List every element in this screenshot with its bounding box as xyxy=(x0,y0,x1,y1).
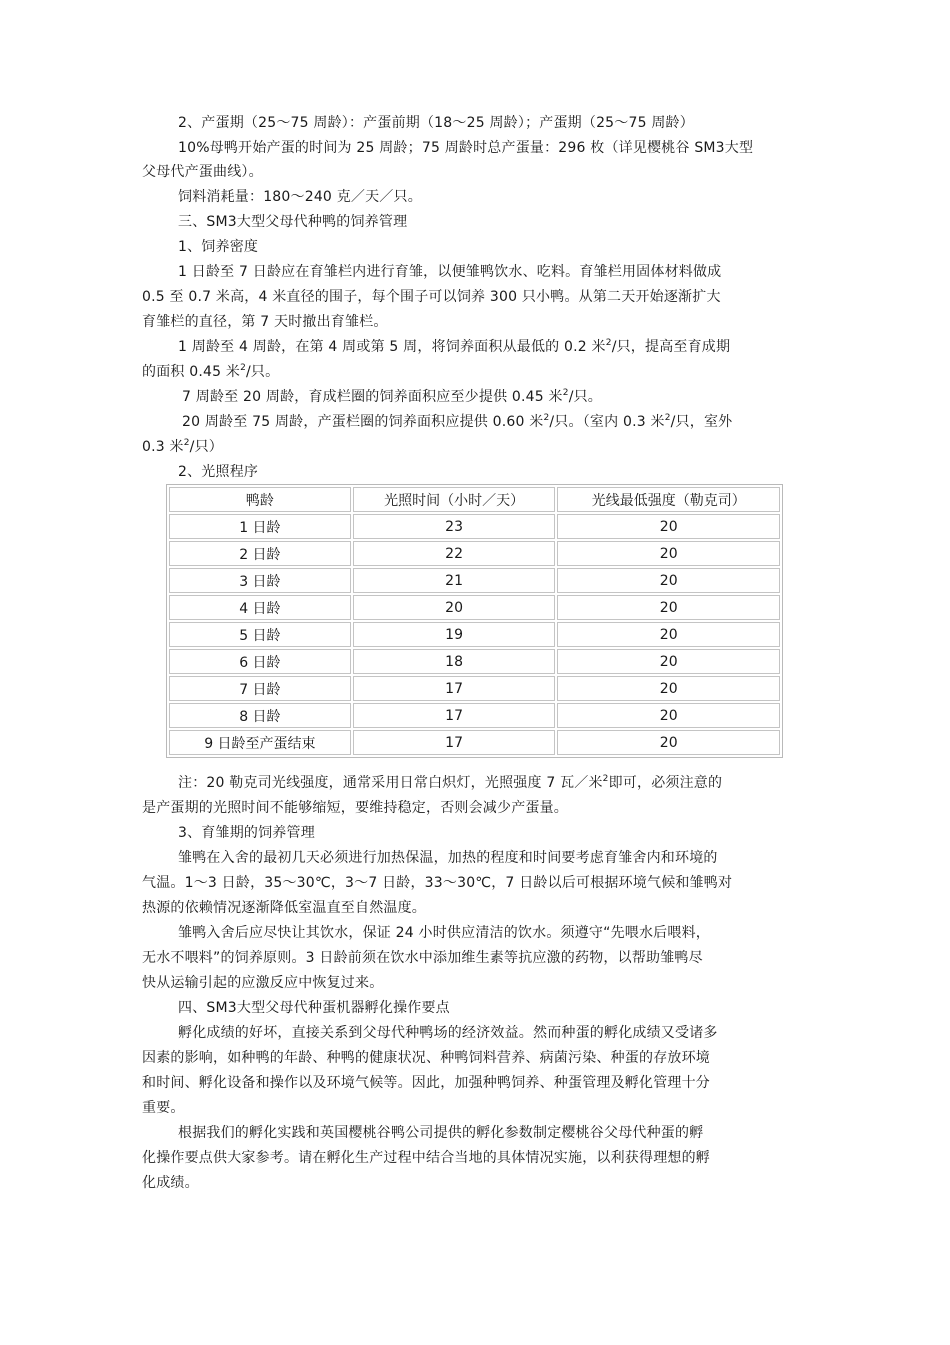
table-header-cell: 光线最低强度（勒克司） xyxy=(557,487,780,512)
table-row xyxy=(169,622,780,647)
text-line: 饲料消耗量：180～240 克／天／只。 xyxy=(178,189,422,205)
table-row xyxy=(169,541,780,566)
table-row xyxy=(169,676,780,701)
table-cell: 7 日龄 xyxy=(169,676,351,701)
table-cell: 22 xyxy=(353,541,556,566)
table-row xyxy=(169,595,780,620)
table-cell: 2 日龄 xyxy=(169,541,351,566)
table-cell: 20 xyxy=(557,676,780,701)
table-row xyxy=(169,568,780,593)
text-line: 化操作要点供大家参考。请在孵化生产过程中结合当地的具体情况实施，以利获得理想的孵 xyxy=(142,1150,710,1166)
table-cell: 18 xyxy=(353,649,556,674)
table-cell: 8 日龄 xyxy=(169,703,351,728)
text-line: 1 日龄至 7 日龄应在育雏栏内进行育雏，以便雏鸭饮水、吃料。育雏栏用固体材料做成 xyxy=(178,264,722,280)
table-cell: 3 日龄 xyxy=(169,568,351,593)
text-line: 0.3 米$^2$/只） xyxy=(142,438,223,455)
table-cell: 20 xyxy=(557,514,780,539)
section-heading: 三、SM3大型父母代种鸭的饲养管理 xyxy=(178,214,408,230)
table-header-row xyxy=(169,487,780,512)
table-header-cell: 光照时间（小时／天） xyxy=(353,487,556,512)
table-cell: 20 xyxy=(557,622,780,647)
table-cell: 17 xyxy=(353,703,556,728)
text-line: 因素的影响，如种鸭的年龄、种鸭的健康状况、种鸭饲料营养、病菌污染、种蛋的存放环境 xyxy=(142,1050,710,1066)
table-cell: 19 xyxy=(353,622,556,647)
text-line: 热源的依赖情况逐渐降低室温直至自然温度。 xyxy=(142,900,426,916)
text-line: 和时间、孵化设备和操作以及环境气候等。因此，加强种鸭饲养、种蛋管理及孵化管理十分 xyxy=(142,1075,710,1091)
table-cell: 1 日龄 xyxy=(169,514,351,539)
table-cell: 17 xyxy=(353,730,556,755)
table-cell: 5 日龄 xyxy=(169,622,351,647)
table-cell: 20 xyxy=(557,649,780,674)
text-line: 育雏栏的直径，第 7 天时撤出育雏栏。 xyxy=(142,314,388,330)
table-header-cell: 鸭龄 xyxy=(169,487,351,512)
table-cell: 9 日龄至产蛋结束 xyxy=(169,730,351,755)
text-line: 快从运输引起的应激反应中恢复过来。 xyxy=(142,975,384,991)
table-row xyxy=(169,703,780,728)
table-cell: 23 xyxy=(353,514,556,539)
text-line: 20 周龄至 75 周龄，产蛋栏圈的饲养面积应提供 0.60 米$^2$/只。（室内 0.3 米$^2$/只，室外 xyxy=(182,413,733,430)
table-cell: 20 xyxy=(557,568,780,593)
table-cell: 20 xyxy=(557,541,780,566)
text-line: 2、产蛋期（25～75 周龄）：产蛋前期（18～25 周龄）；产蛋期（25～75 周龄） xyxy=(178,115,694,131)
text-line: 雏鸭入舍后应尽快让其饮水，保证 24 小时供应清洁的饮水。须遵守“先喂水后喂料， xyxy=(178,925,710,941)
text-line: 7 周龄至 20 周龄，育成栏圈的饲养面积应至少提供 0.45 米$^2$/只。 xyxy=(182,388,603,405)
table-cell: 21 xyxy=(353,568,556,593)
text-line: 1 周龄至 4 周龄，在第 4 周或第 5 周，将饲养面积从最低的 0.2 米$^2$/只，提高至育成期 xyxy=(178,338,731,355)
subsection-heading: 2、光照程序 xyxy=(178,464,259,480)
text-line: 父母代产蛋曲线）。 xyxy=(142,164,263,180)
text-line: 是产蛋期的光照时间不能够缩短，要维持稳定，否则会减少产蛋量。 xyxy=(142,800,568,816)
section-heading: 四、SM3大型父母代种蛋机器孵化操作要点 xyxy=(178,1000,450,1016)
text-line: 根据我们的孵化实践和英国樱桃谷鸭公司提供的孵化参数制定樱桃谷父母代种蛋的孵 xyxy=(178,1125,704,1141)
table-cell: 4 日龄 xyxy=(169,595,351,620)
subsection-heading: 3、育雏期的饲养管理 xyxy=(178,825,315,841)
table-cell: 20 xyxy=(353,595,556,620)
text-line: 孵化成绩的好坏，直接关系到父母代种鸭场的经济效益。然而种蛋的孵化成绩又受诸多 xyxy=(178,1025,718,1041)
table-row xyxy=(169,649,780,674)
table-row xyxy=(169,514,780,539)
table-cell: 20 xyxy=(557,730,780,755)
text-line: 气温。1～3 日龄，35～30℃，3～7 日龄，33～30℃，7 日龄以后可根据环境气候和雏鸭对 xyxy=(142,875,733,891)
subsection-heading: 1、饲养密度 xyxy=(178,239,259,255)
text-line: 注：20 勒克司光线强度，通常采用日常白炽灯，光照强度 7 瓦／米$^2$即可，必须注意的 xyxy=(178,774,723,791)
table-cell: 20 xyxy=(557,595,780,620)
text-line: 10%母鸭开始产蛋的时间为 25 周龄；75 周龄时总产蛋量：296 枚（详见樱桃谷 SM3大型 xyxy=(178,140,754,156)
table-cell: 20 xyxy=(557,703,780,728)
text-line: 0.5 至 0.7 米高，4 米直径的围子，每个围子可以饲养 300 只小鸭。从第二天开始逐渐扩大 xyxy=(142,289,721,305)
text-line: 的面积 0.45 米$^2$/只。 xyxy=(142,363,280,380)
text-line: 无水不喂料”的饲养原则。3 日龄前须在饮水中添加维生素等抗应激的药物，以帮助雏鸭尽 xyxy=(142,950,703,966)
table-cell: 17 xyxy=(353,676,556,701)
text-line: 重要。 xyxy=(142,1100,185,1116)
light-schedule-table xyxy=(166,484,783,758)
text-line: 雏鸭在入舍的最初几天必须进行加热保温，加热的程度和时间要考虑育雏舍内和环境的 xyxy=(178,850,718,866)
table-row xyxy=(169,730,780,755)
text-line: 化成绩。 xyxy=(142,1175,199,1191)
table-cell: 6 日龄 xyxy=(169,649,351,674)
